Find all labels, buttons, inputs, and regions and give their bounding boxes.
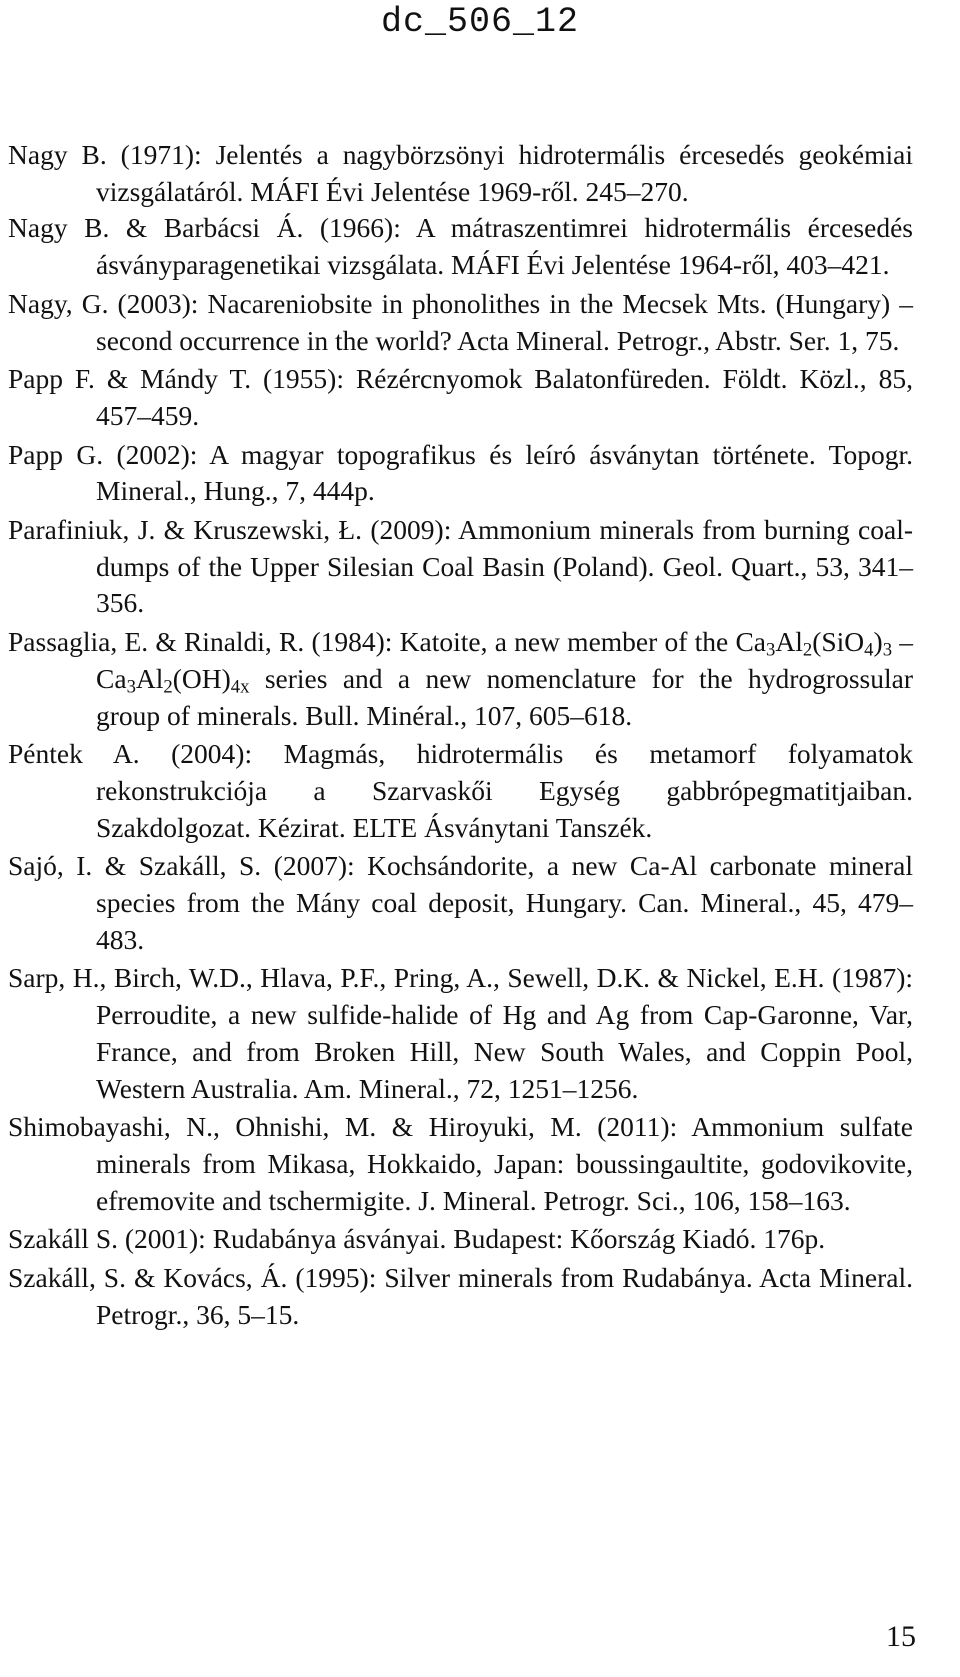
reference-item: Nagy B. (1971): Jelentés a nagybörzsönyi hidrotermális ércesedés geokémiai vizsgálatáról. MÁFI Évi Jelentése 1969-ről. 245–270. bbox=[8, 139, 913, 207]
reference-lead: Passaglia, E. & Rinaldi, R. (1984): Katoite, a new member of the bbox=[8, 626, 736, 658]
reference-item: Sarp, H., Birch, W.D., Hlava, P.F., Pring, A., Sewell, D.K. & Nickel, E.H. (1987): Perroudite, a new sulfide-halide of Hg and Ag from Cap-Garonne, Var, France, and from Broken Hill, New South Wales, and Coppin Pool, Western Australia. Am. Mineral., 72, 1251–1256. bbox=[8, 962, 913, 1104]
reference-item: Szakáll S. (2001): Rudabánya ásványai. Budapest: Kőország Kiadó. 176p. bbox=[8, 1223, 826, 1255]
reference-item: Shimobayashi, N., Ohnishi, M. & Hiroyuki, M. (2011): Ammonium sulfate minerals from Mikasa, Hokkaido, Japan: boussingaultite, godovikovite, efremovite and tschermigite. J. Mineral. Petrogr. Sci., 106, 158–163. bbox=[8, 1111, 913, 1216]
reference-item: Sajó, I. & Szakáll, S. (2007): Kochsándorite, a new Ca-Al carbonate mineral species from the Mány coal deposit, Hungary. Can. Mineral., 45, 479–483. bbox=[8, 850, 913, 955]
reference-list bbox=[8, 137, 913, 1334]
chemical-formula: $Ca_3Al_2(SiO_4)_3$ bbox=[735, 626, 893, 661]
reference-tail: series and a new nomenclature for the hydrogrossular group of minerals. Bull. Minéral., 107, 605–618. bbox=[96, 662, 913, 731]
document-code-header: dc_506_12 bbox=[380, 2, 580, 42]
page-number: 15 bbox=[886, 1620, 916, 1653]
reference-item-passaglia bbox=[8, 624, 913, 734]
reference-item: Parafiniuk, J. & Kruszewski, Ł. (2009): Ammonium minerals from burning coal-dumps of the Upper Silesian Coal Basin (Poland). Geol. Quart., 53, 341–356. bbox=[8, 514, 913, 619]
reference-item: Nagy B. & Barbácsi Á. (1966): A mátraszentimrei hidrotermális ércesedés ásványparagenetikai vizsgálata. MÁFI Évi Jelentése 1964-ről, 403–421. bbox=[8, 212, 913, 281]
reference-item: Nagy, G. (2003): Nacareniobsite in phonolithes in the Mecsek Mts. (Hungary) – second occurrence in the world? Acta Mineral. Petrogr., Abstr. Ser. 1, 75. bbox=[8, 287, 913, 356]
reference-item: Papp F. & Mándy T. (1955): Rézércnyomok Balatonfüreden. Földt. Közl., 85, 457–459. bbox=[8, 363, 913, 431]
formula-dash: – bbox=[892, 626, 914, 658]
chemical-formula: $Ca_3Al_2(OH)_{4x}$ bbox=[96, 662, 250, 698]
reference-item: Szakáll, S. & Kovács, Á. (1995): Silver minerals from Rudabánya. Acta Mineral. Petrogr., 36, 5–15. bbox=[8, 1262, 913, 1330]
reference-item: Papp G. (2002): A magyar topografikus és leíró ásványtan története. Topogr. Mineral., Hung., 7, 444p. bbox=[8, 438, 913, 507]
reference-item: Péntek A. (2004): Magmás, hidrotermális és metamorf folyamatok rekonstrukciója a Szarvaskői Egység gabbrópegmatitjaiban. Szakdolgozat. Kézirat. ELTE Ásványtani Tanszék. bbox=[8, 738, 913, 843]
